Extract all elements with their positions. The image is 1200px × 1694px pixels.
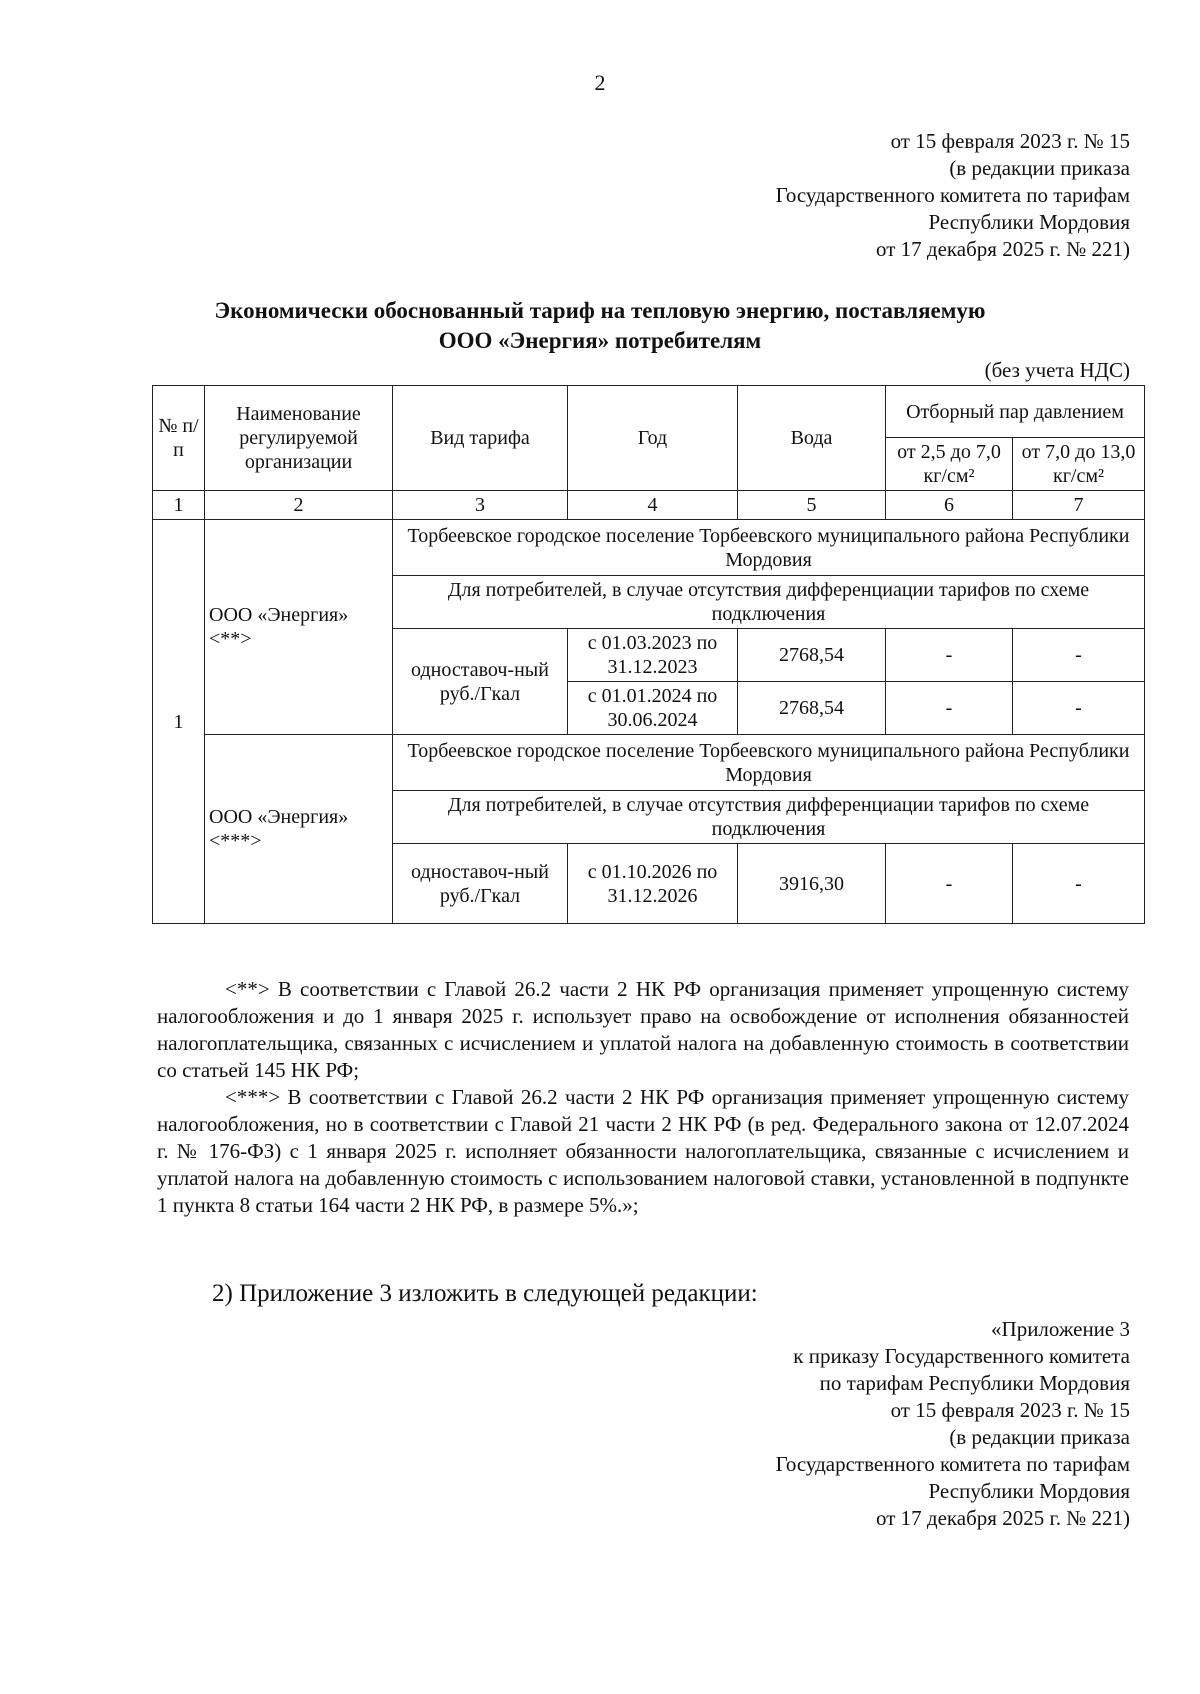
col-number: 5: [738, 491, 886, 520]
col-number: 2: [205, 491, 393, 520]
header-year: Год: [568, 386, 738, 491]
footnotes: [157, 976, 1129, 1219]
tariff-type: одноставоч-ный руб./Гкал: [393, 844, 568, 924]
organization-name: ООО «Энергия» <**>: [205, 520, 393, 735]
settlement-name: Торбеевское городское поселение Торбеевского муниципального района Республики Мордовия: [393, 520, 1145, 576]
appendix-line: (в редакции приказа: [949, 1425, 1130, 1449]
header-line: (в редакции приказа: [949, 156, 1130, 180]
header-num: № п/п: [153, 386, 205, 491]
amendment-item-2: 2) Приложение 3 изложить в следующей редакции:: [212, 1280, 758, 1307]
appendix-line: Республики Мордовия: [928, 1479, 1130, 1503]
footnote-double-star: <**> В соответствии с Главой 26.2 части 2 НК РФ организация применяет упрощенную систему налогообложения и до 1 января 2025 г. использует право на освобождение от исполнения обязанностей налогоплательщика, связанных с исчислением и уплатой налога на добавленную стоимость в соответствии со статьей 145 НК РФ;: [157, 977, 1129, 1082]
row-number: 1: [153, 520, 205, 924]
steam-high-tariff: -: [1013, 629, 1145, 682]
water-tariff: 3916,30: [738, 844, 886, 924]
steam-low-tariff: -: [886, 682, 1013, 735]
header-line: от 17 декабря 2025 г. № 221): [876, 237, 1130, 261]
appendix-line: от 17 декабря 2025 г. № 221): [876, 1506, 1130, 1530]
document-title: [100, 296, 1100, 356]
period: с 01.10.2026 по 31.12.2026: [568, 844, 738, 924]
col-number: 4: [568, 491, 738, 520]
col-number: 7: [1013, 491, 1145, 520]
tariff-table: [152, 385, 1145, 924]
appendix-line: к приказу Государственного комитета: [793, 1344, 1130, 1368]
page-number: 2: [594, 70, 606, 95]
header-org: Наименование регулируемой организации: [205, 386, 393, 491]
period: с 01.03.2023 по 31.12.2023: [568, 629, 738, 682]
table-row: [153, 520, 1145, 576]
header-line: от 15 февраля 2023 г. № 15: [890, 129, 1130, 153]
header-reference: [776, 128, 1130, 263]
appendix-line: «Приложение 3: [991, 1317, 1130, 1341]
title-line-2: ООО «Энергия» потребителям: [438, 328, 762, 353]
header-tariff-type: Вид тарифа: [393, 386, 568, 491]
appendix-header: [776, 1316, 1130, 1532]
col-number: 3: [393, 491, 568, 520]
appendix-line: от 15 февраля 2023 г. № 15: [890, 1398, 1130, 1422]
table-row: [153, 735, 1145, 791]
steam-low-tariff: -: [886, 844, 1013, 924]
header-water: Вода: [738, 386, 886, 491]
table-header-row: [153, 386, 1145, 438]
vat-note: (без учета НДС): [984, 358, 1130, 382]
steam-low-tariff: -: [886, 629, 1013, 682]
appendix-line: по тарифам Республики Мордовия: [819, 1371, 1130, 1395]
water-tariff: 2768,54: [738, 629, 886, 682]
footnote-triple-star: <***> В соответствии с Главой 26.2 части 2 НК РФ организация применяет упрощенную систему налогообложения, но в соответствии с Главой 21 части 2 НК РФ (в ред. Федерального закона от 12.07.2024 г. № 176-ФЗ) с 1 января 2025 г. исполняет обязанности налогоплательщика, связанные с исчислением и уплатой налога на добавленную стоимость с использованием налоговой ставки, установленной в подпункте 1 пункта 8 статьи 164 части 2 НК РФ, в размере 5%.»;: [157, 1085, 1129, 1217]
period: с 01.01.2024 по 30.06.2024: [568, 682, 738, 735]
header-line: Республики Мордовия: [928, 210, 1130, 234]
col-number: 1: [153, 491, 205, 520]
col-number: 6: [886, 491, 1013, 520]
steam-high-tariff: -: [1013, 682, 1145, 735]
title-line-1: Экономически обоснованный тариф на тепловую энергию, поставляемую: [214, 298, 986, 323]
header-steam-low: от 2,5 до 7,0 кг/см²: [886, 438, 1013, 491]
header-line: Государственного комитета по тарифам: [775, 183, 1130, 207]
water-tariff: 2768,54: [738, 682, 886, 735]
consumer-group: Для потребителей, в случае отсутствия дифференциации тарифов по схеме подключения: [393, 576, 1145, 629]
consumer-group: Для потребителей, в случае отсутствия дифференциации тарифов по схеме подключения: [393, 791, 1145, 844]
organization-name: ООО «Энергия» <***>: [205, 735, 393, 924]
steam-high-tariff: -: [1013, 844, 1145, 924]
column-number-row: [153, 491, 1145, 520]
settlement-name: Торбеевское городское поселение Торбеевского муниципального района Республики Мордовия: [393, 735, 1145, 791]
header-steam: Отборный пар давлением: [886, 386, 1145, 438]
header-steam-high: от 7,0 до 13,0 кг/см²: [1013, 438, 1145, 491]
appendix-line: Государственного комитета по тарифам: [775, 1452, 1130, 1476]
tariff-type: одноставоч-ный руб./Гкал: [393, 629, 568, 735]
